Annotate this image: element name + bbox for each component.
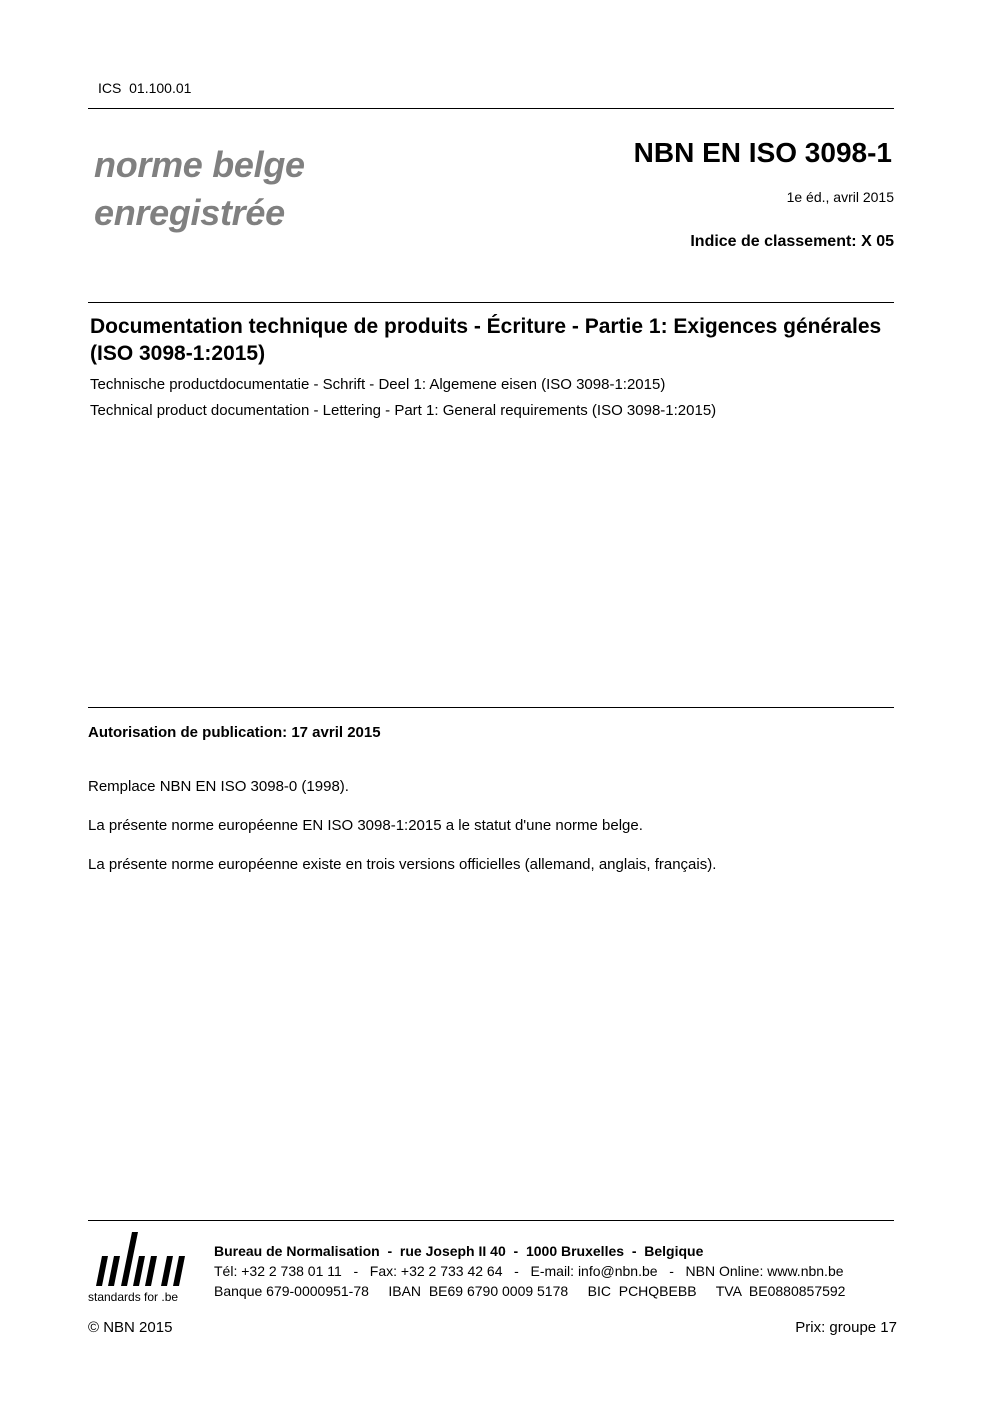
copyright: © NBN 2015 bbox=[88, 1319, 173, 1336]
nbn-logo bbox=[88, 1228, 200, 1308]
org-address: Bureau de Normalisation - rue Joseph II 40 - 1000 Bruxelles - Belgique bbox=[214, 1243, 704, 1259]
note-versions: La présente norme européenne existe en trois versions officielles (allemand, anglais, français). bbox=[88, 856, 717, 873]
standard-code: NBN EN ISO 3098-1 bbox=[633, 137, 892, 168]
title-english: Technical product documentation - Lettering - Part 1: General requirements (ISO 3098-1:2015) bbox=[90, 402, 717, 419]
brand-line-2: enregistrée bbox=[94, 192, 285, 233]
bank-line: Banque 679-0000951-78 IBAN BE69 6790 0009 5178 BIC PCHQBEBB TVA BE0880857592 bbox=[214, 1283, 846, 1299]
publication-notes bbox=[88, 777, 716, 894]
ics-code: ICS 01.100.01 bbox=[98, 80, 192, 96]
price-group: Prix: groupe 17 bbox=[795, 1319, 897, 1336]
brand-line-1: norme belge bbox=[94, 144, 305, 185]
footer-divider bbox=[88, 1220, 894, 1221]
nbn-logo-mark-icon bbox=[88, 1228, 200, 1288]
note-status: La présente norme européenne EN ISO 3098-1:2015 a le statut d'une norme belge. bbox=[88, 817, 643, 834]
footer-address bbox=[214, 1241, 845, 1301]
publication-divider bbox=[88, 707, 894, 708]
edition-date: 1e éd., avril 2015 bbox=[786, 189, 894, 205]
title-french: Documentation technique de produits - Écriture - Partie 1: Exigences générales (ISO 3098-1:2015) bbox=[90, 315, 882, 365]
note-replaces: Remplace NBN EN ISO 3098-0 (1998). bbox=[88, 778, 349, 795]
classification-index: Indice de classement: X 05 bbox=[690, 233, 894, 250]
brand-title bbox=[94, 141, 305, 237]
title-divider bbox=[88, 302, 894, 303]
contact-line: Tél: +32 2 738 01 11 - Fax: +32 2 733 42 64 - E-mail: info@nbn.be - NBN Online: www.nbn.be bbox=[214, 1263, 844, 1279]
top-divider bbox=[88, 108, 894, 109]
title-dutch: Technische productdocumentatie - Schrift - Deel 1: Algemene eisen (ISO 3098-1:2015) bbox=[90, 376, 666, 393]
publication-authorization: Autorisation de publication: 17 avril 2015 bbox=[88, 724, 381, 741]
logo-caption: standards for .be bbox=[88, 1290, 179, 1304]
